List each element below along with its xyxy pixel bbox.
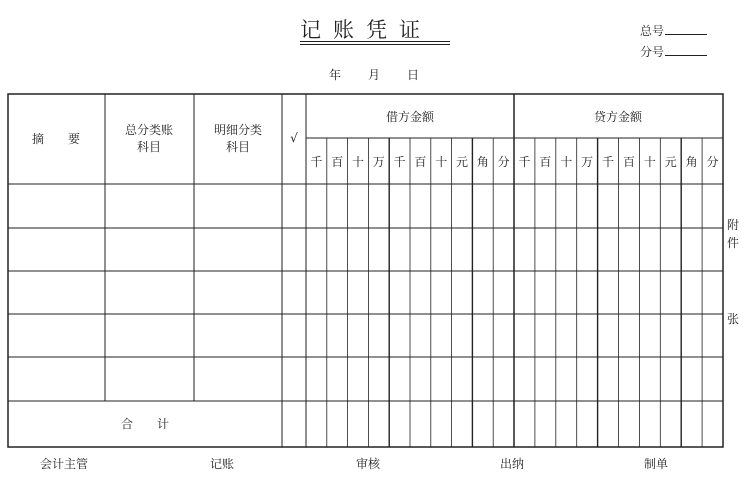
signature-preparer: 制单 [644,457,669,471]
header-debit-amount: 借方金额 [385,110,435,124]
header-detail-account-line1: 明细分类 [213,123,263,137]
debit-digit-unit-9: 分 [497,155,510,169]
date-day-label: 日 [407,68,420,82]
credit-digit-unit-4: 千 [602,155,615,169]
header-summary: 摘 要 [31,132,81,146]
header-general-account-line2: 科目 [136,140,162,154]
credit-digit-unit-5: 百 [622,155,635,169]
sub-number-label: 分号 [640,45,665,59]
attachment-label-1: 附 [727,218,740,232]
credit-digit-unit-9: 分 [706,155,719,169]
debit-digit-unit-5: 百 [414,155,427,169]
date-month-label: 月 [368,68,381,82]
header-check-mark: √ [290,131,298,145]
debit-digit-unit-2: 十 [351,155,365,169]
credit-digit-unit-1: 百 [539,155,552,169]
total-number-label: 总号 [640,24,665,38]
debit-digit-unit-3: 万 [372,155,385,169]
debit-digit-unit-7: 元 [455,155,469,169]
date-year-label: 年 [329,68,342,82]
debit-digit-unit-8: 角 [476,155,489,169]
credit-digit-unit-3: 万 [581,155,594,169]
signature-cashier: 出纳 [500,457,525,471]
credit-digit-unit-7: 元 [664,155,677,169]
signature-bookkeeper: 记账 [210,457,235,471]
attachment-label-2: 件 [727,236,740,250]
debit-digit-unit-4: 千 [393,155,406,169]
credit-digit-unit-8: 角 [685,155,698,169]
header-detail-account-line2: 科目 [225,140,251,154]
attachment-label-3: 张 [727,312,740,326]
total-row-label: 合 计 [120,417,170,431]
signature-auditor: 审核 [356,457,381,471]
credit-digit-unit-0: 千 [518,155,531,169]
signature-accounting-supervisor: 会计主管 [40,457,89,471]
header-general-account-line1: 总分类账 [124,123,174,137]
debit-digit-unit-6: 十 [435,155,448,169]
debit-digit-unit-1: 百 [331,155,344,169]
credit-digit-unit-2: 十 [560,155,573,169]
debit-digit-unit-0: 千 [310,155,323,169]
credit-digit-unit-6: 十 [643,155,656,169]
header-credit-amount: 贷方金额 [593,110,643,124]
voucher-title: 记账凭证 [300,18,432,42]
